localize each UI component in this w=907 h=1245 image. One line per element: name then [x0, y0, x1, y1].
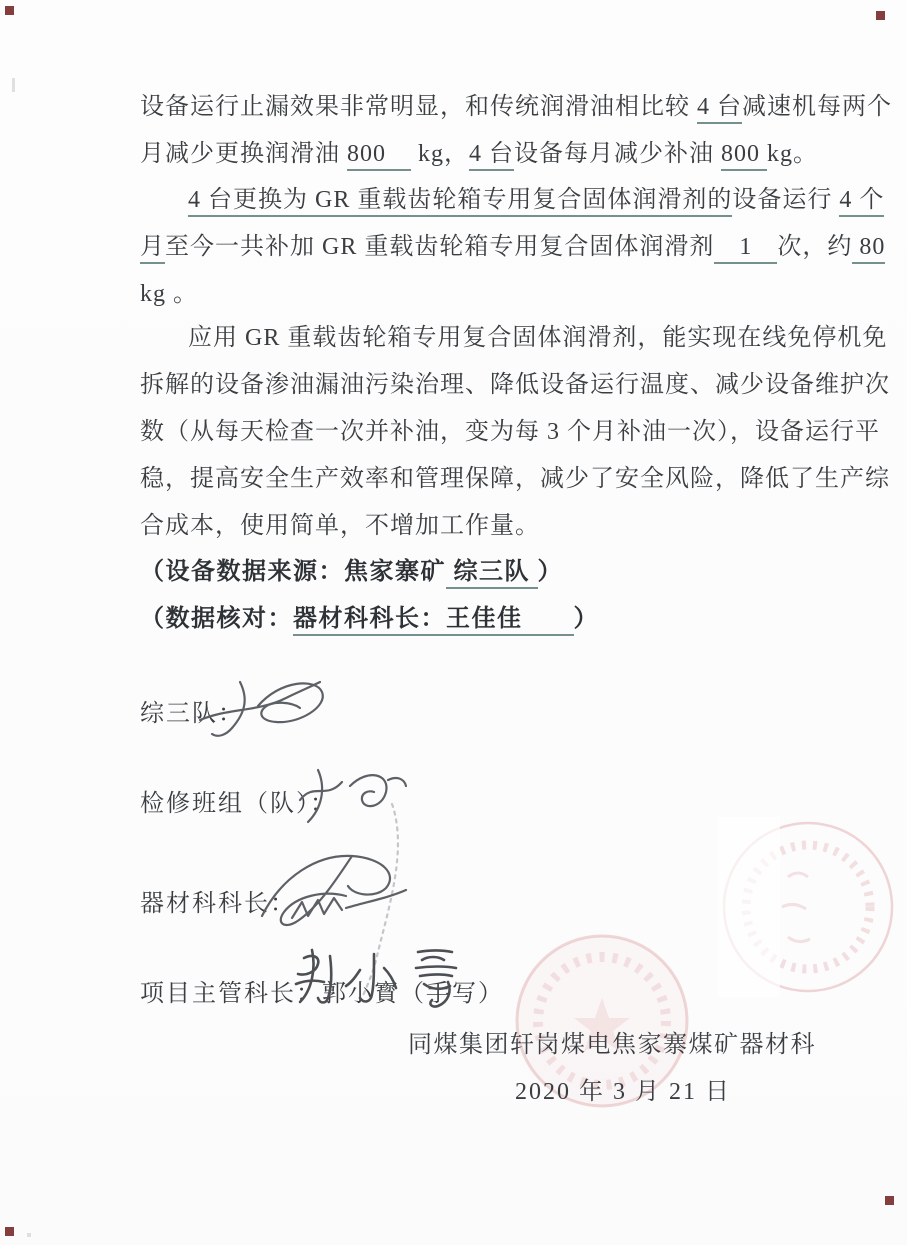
corner-registration-mark	[885, 1196, 894, 1205]
text-run: 80	[852, 234, 885, 264]
text-run: 800	[721, 141, 767, 171]
text-line	[140, 505, 830, 552]
text-run: 次，约	[777, 234, 853, 260]
text-run: （数据核对：	[140, 606, 293, 632]
text-run: 数（从每天检查一次并补油，变为每 3 个月补油一次），设备运行平	[140, 419, 880, 445]
paragraph-leak-prevention	[140, 86, 892, 180]
text-run: 合成本，使用简单，不增加工作量。	[140, 513, 540, 539]
text-run: 月	[140, 234, 165, 264]
text-line	[140, 133, 830, 180]
text-run: 应用 GR 重载齿轮箱专用复合固体润滑剂，能实现在线免停机免	[188, 325, 888, 351]
text-run: kg。	[767, 141, 818, 167]
signature-label-project-supervisor: 项目主管科长：郭小寳（手写）	[140, 981, 504, 1007]
text-line	[140, 86, 892, 133]
scan-speck	[27, 1233, 31, 1237]
signature-equipment-section-chief	[248, 846, 418, 941]
text-line	[140, 317, 888, 364]
data-verification-line	[140, 598, 599, 633]
text-run: kg 。	[140, 281, 198, 307]
signature-label-maintenance-team: 检修班组（队）：	[140, 791, 336, 817]
text-run: 减速机每两个	[742, 94, 892, 120]
text-run: 设备每月减少补油	[514, 141, 721, 167]
text-line	[140, 364, 890, 411]
text-run: 设备运行止漏效果非常明显，和传统润滑油相比较	[140, 94, 697, 120]
paragraph-benefits	[140, 317, 890, 552]
corner-registration-mark	[5, 6, 14, 15]
text-run: kg，	[411, 141, 469, 167]
text-run: 4 个	[839, 187, 884, 217]
signature-zongsandui	[188, 668, 338, 748]
footer-organization: 同煤集团轩岗煤电焦家寨煤矿器材科	[408, 1032, 816, 1058]
signature-guo-xiaobao	[282, 942, 472, 1017]
text-line	[140, 273, 830, 320]
corner-registration-mark	[876, 11, 885, 20]
text-run: 稳，提高安全生产效率和管理保障，减少了安全风险，降低了生产综	[140, 466, 890, 492]
text-run: 拆解的设备渗油漏油污染治理、降低设备运行温度、减少设备维护次	[140, 372, 890, 398]
footer-date: 2020 年 3 月 21 日	[515, 1079, 731, 1105]
data-source-line	[140, 551, 563, 586]
text-run: 800	[347, 141, 411, 171]
text-run: ）	[573, 606, 599, 632]
text-run: 月减少更换润滑油	[140, 141, 347, 167]
signature-label-zongsandui: 综三队：	[140, 701, 244, 727]
signature-label-equipment-section-chief: 器材科科长：	[140, 891, 296, 917]
text-run: 4 台更换为 GR 重载齿轮箱专用复合固体润滑剂的	[188, 187, 732, 217]
text-line	[140, 179, 885, 226]
text-run: 器材科科长：王佳佳	[293, 606, 574, 636]
text-line	[140, 411, 880, 458]
text-run: 4 台	[697, 94, 742, 124]
text-line	[140, 458, 890, 505]
corner-registration-mark	[5, 1227, 14, 1236]
text-run: ）	[537, 559, 563, 585]
text-run: （设备数据来源：焦家寨矿	[140, 559, 446, 585]
text-run: 综三队	[446, 559, 538, 589]
text-line	[140, 226, 886, 273]
partial-red-seal-stamp	[718, 817, 898, 997]
paragraph-lubricant-refill	[140, 179, 886, 320]
text-run: 设备运行	[732, 187, 840, 213]
scan-speck	[12, 78, 15, 92]
text-run: 4 台	[469, 141, 514, 171]
text-run: 至今一共补加 GR 重载齿轮箱专用复合固体润滑剂	[165, 234, 715, 260]
text-run: 1	[714, 234, 777, 264]
